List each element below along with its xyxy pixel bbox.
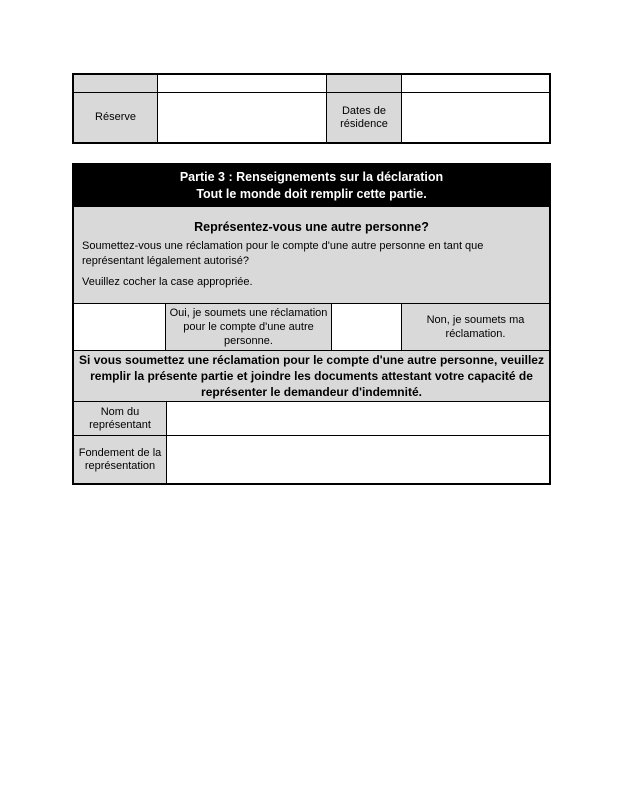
representative-instruction: Si vous soumettez une réclamation pour le compte d'une autre personne, veuillez remplir la présente partie et joindre les documents attestant votre capacité de représenter le demandeur d'indemnité.: [74, 351, 549, 402]
part3-header: [74, 165, 549, 207]
top-table-header-cell-2: [327, 75, 402, 93]
top-table-header-input-2[interactable]: [402, 75, 549, 93]
residence-dates-input-cell[interactable]: [402, 93, 549, 142]
representation-basis-row: [74, 436, 549, 483]
part3-header-subtitle: Tout le monde doit remplir cette partie.: [196, 187, 427, 201]
question-title: Représentez-vous une autre personne?: [194, 220, 429, 234]
representation-basis-label: Fondement de la représentation: [74, 436, 167, 483]
yes-checkbox-cell[interactable]: [74, 304, 166, 350]
top-table-header-cell-1: [74, 75, 158, 93]
representation-basis-input-cell[interactable]: [167, 436, 549, 483]
top-table-header-input-1[interactable]: [158, 75, 327, 93]
yes-option-label: Oui, je soumets une réclamation pour le compte d'une autre personne.: [166, 304, 332, 350]
reserve-residence-table: [72, 73, 551, 144]
representative-name-label: Nom du représentant: [74, 402, 167, 435]
reserve-input-cell[interactable]: [158, 93, 327, 142]
options-row: [74, 304, 549, 351]
residence-dates-label: Dates de résidence: [327, 93, 402, 142]
representative-name-input-cell[interactable]: [167, 402, 549, 435]
no-checkbox-cell[interactable]: [332, 304, 402, 350]
top-table-header-row: [74, 75, 549, 93]
representative-name-row: [74, 402, 549, 436]
question-section: [74, 207, 549, 304]
question-note: Veuillez cocher la case appropriée.: [82, 276, 253, 288]
no-option-label: Non, je soumets ma réclamation.: [402, 304, 549, 350]
part3-table: [72, 163, 551, 485]
question-body: Soumettez-vous une réclamation pour le compte d'une autre personne en tant que représentant légalement autorisé?: [82, 240, 484, 267]
reserve-label: Réserve: [74, 93, 158, 142]
top-table-body-row: [74, 93, 549, 142]
part3-header-title: Partie 3 : Renseignements sur la déclaration: [179, 170, 444, 184]
